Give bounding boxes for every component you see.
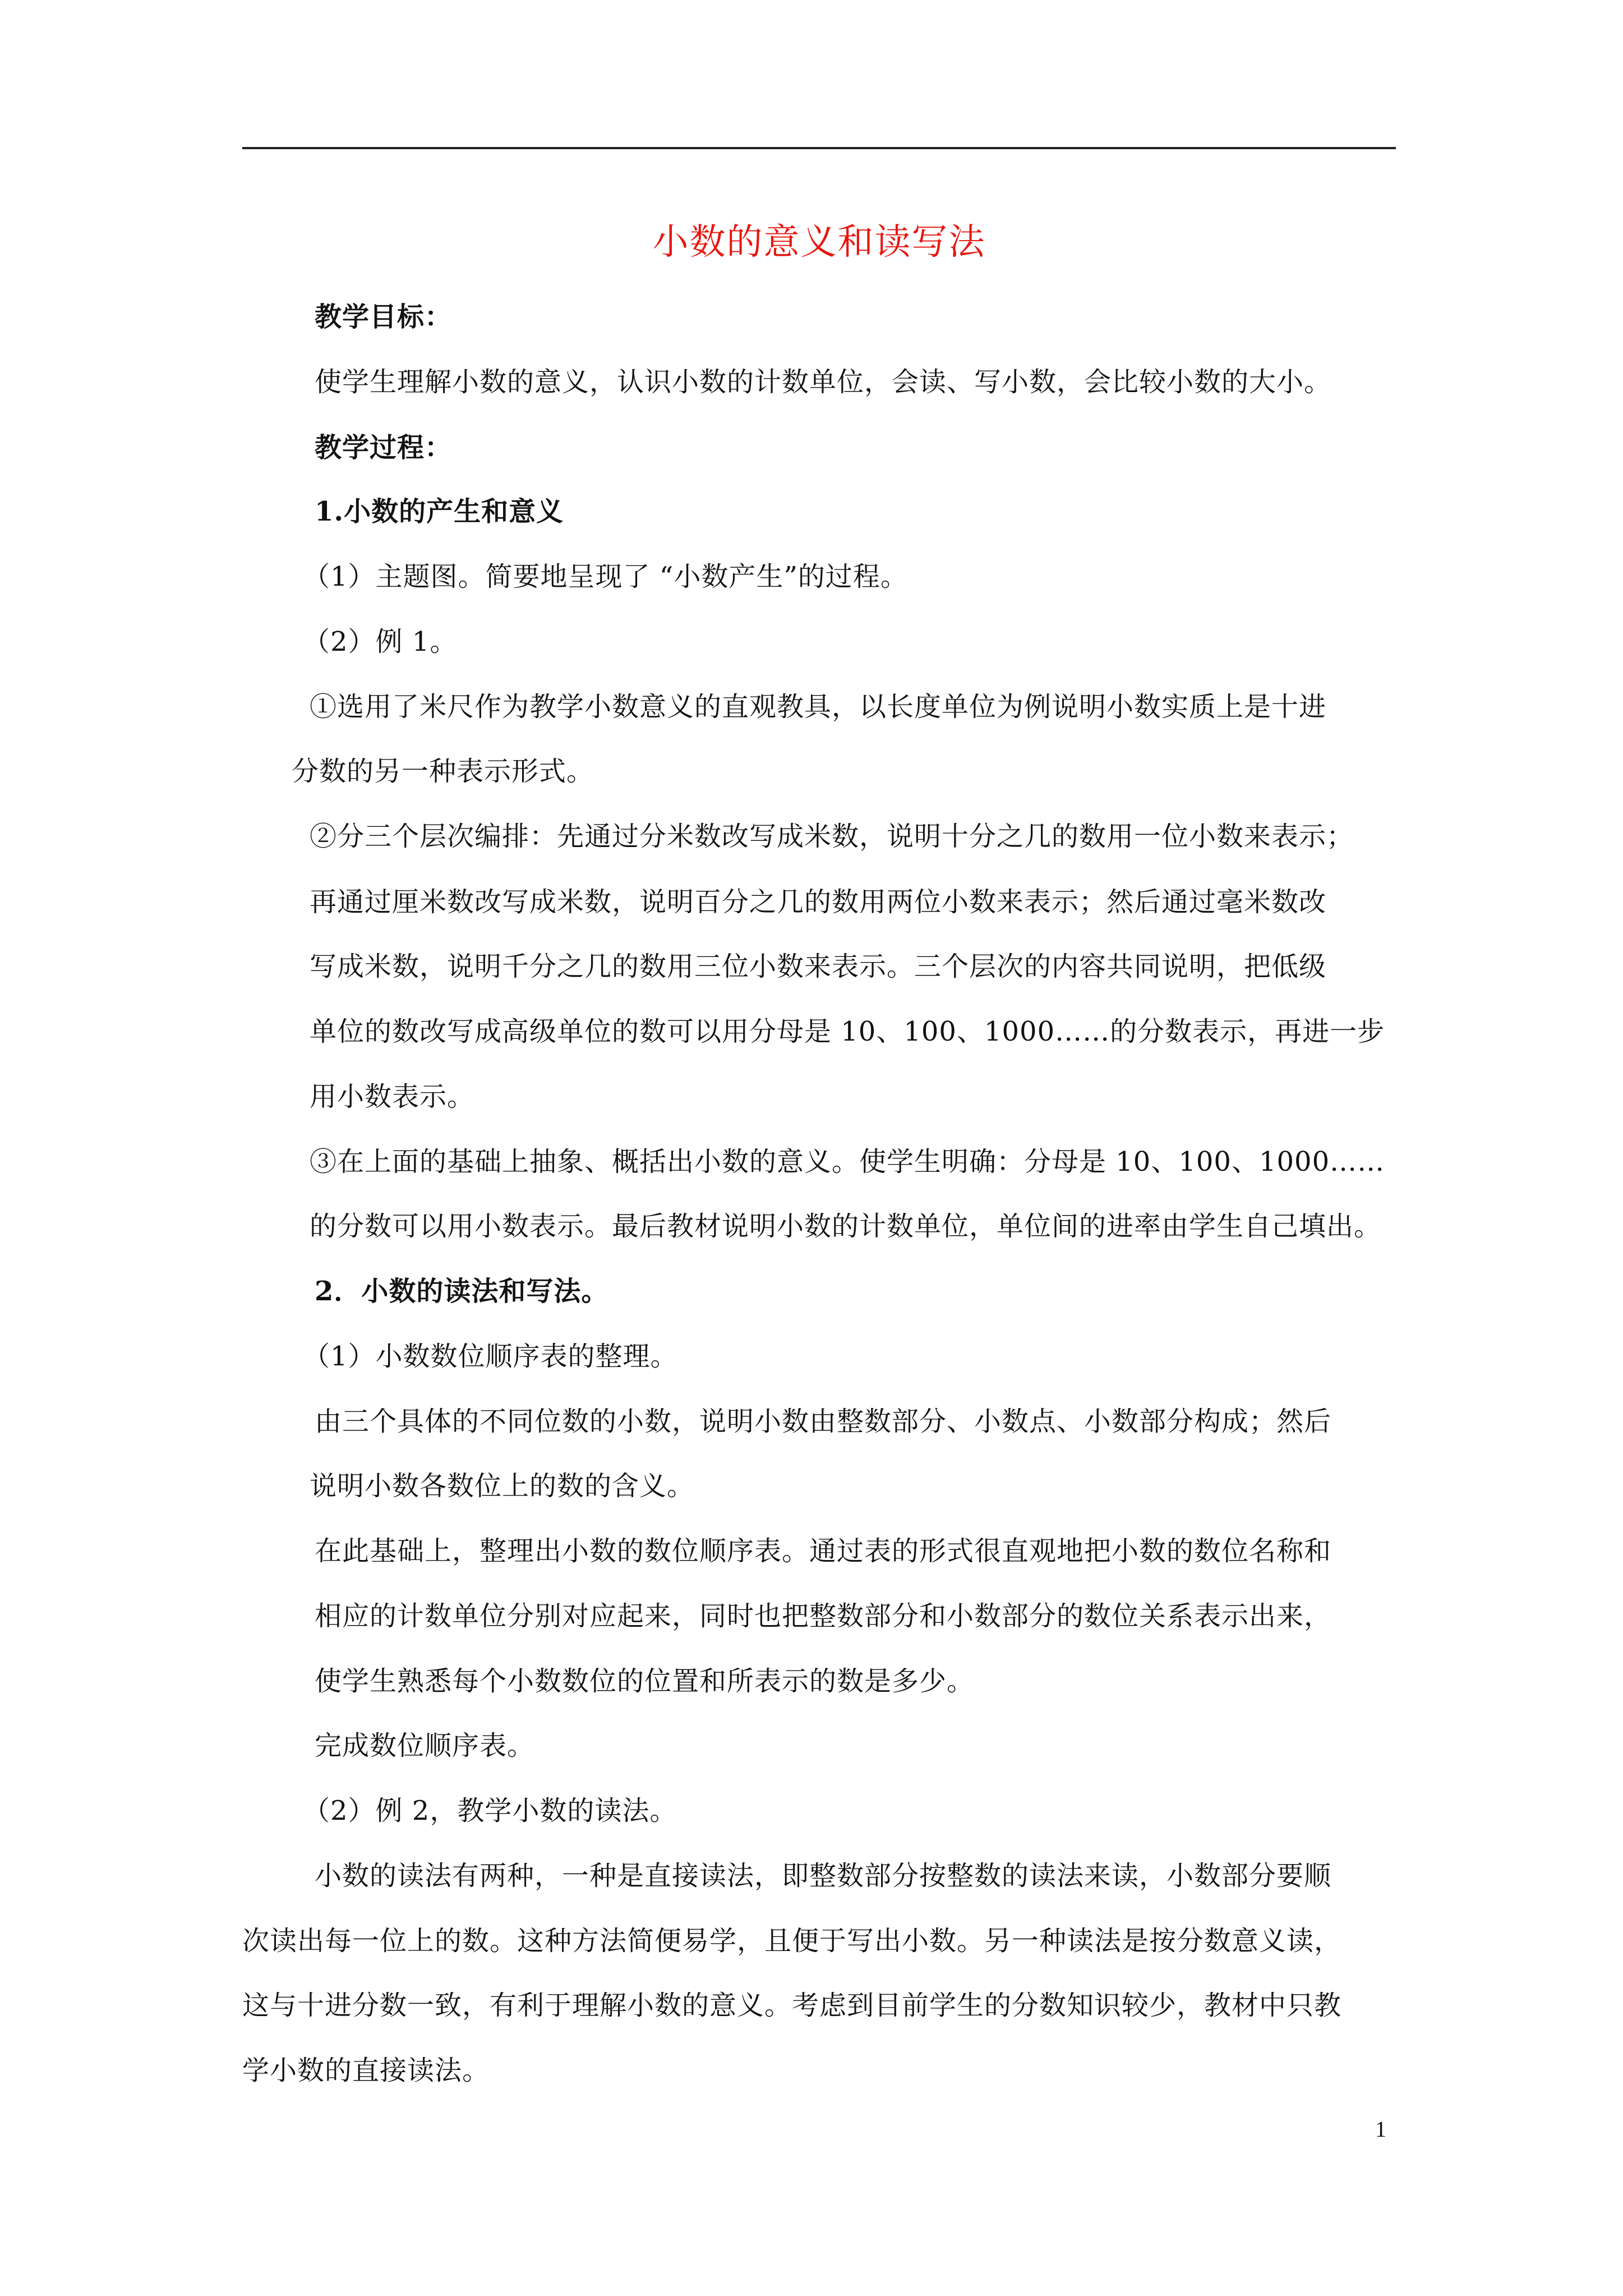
subheading-origin-and-meaning: 1.小数的产生和意义 <box>315 496 564 527</box>
paragraph-line: 写成米数，说明千分之几的数用三位小数来表示。三个层次的内容共同说明，把低级 <box>310 951 1327 982</box>
paragraph-line: （1）主题图。简要地呈现了 “小数产生”的过程。 <box>303 561 908 592</box>
paragraph-line: ②分三个层次编排：先通过分米数改写成米数，说明十分之几的数用一位小数来表示； <box>310 821 1354 852</box>
subheading-reading-and-writing: 2．小数的读法和写法。 <box>315 1276 609 1307</box>
page-number: 1 <box>1375 2116 1386 2142</box>
paragraph-line: （2）例 2，教学小数的读法。 <box>303 1795 677 1826</box>
paragraph-line: 由三个具体的不同位数的小数，说明小数由整数部分、小数点、小数部分构成；然后 <box>315 1406 1332 1437</box>
paragraph-line: 在此基础上，整理出小数的数位顺序表。通过表的形式很直观地把小数的数位名称和 <box>315 1535 1332 1567</box>
paragraph-line: （2）例 1。 <box>303 626 458 657</box>
paragraph-line: 单位的数改写成高级单位的数可以用分母是 10、100、1000……的分数表示，再进一步 <box>310 1016 1385 1047</box>
paragraph-line: ③在上面的基础上抽象、概括出小数的意义。使学生明确：分母是 10、100、1000…… <box>310 1146 1385 1177</box>
paragraph-line: 的分数可以用小数表示。最后教材说明小数的计数单位，单位间的进率由学生自己填出。 <box>310 1211 1382 1242</box>
section-heading-process: 教学过程： <box>315 432 453 463</box>
paragraph-line: 说明小数各数位上的数的含义。 <box>310 1470 695 1502</box>
paragraph-line: 这与十进分数一致，有利于理解小数的意义。考虑到目前学生的分数知识较少，教材中只教 <box>242 1990 1342 2021</box>
paragraph-line: 分数的另一种表示形式。 <box>292 756 594 787</box>
paragraph-line: 相应的计数单位分别对应起来，同时也把整数部分和小数部分的数位关系表示出来， <box>315 1600 1332 1632</box>
paragraph-line: 使学生理解小数的意义，认识小数的计数单位，会读、写小数，会比较小数的大小。 <box>315 366 1332 398</box>
paragraph-line: 学小数的直接读法。 <box>242 2055 490 2086</box>
paragraph-line: 次读出每一位上的数。这种方法简便易学，且便于写出小数。另一种读法是按分数意义读， <box>242 1925 1342 1957</box>
paragraph-line: （1）小数数位顺序表的整理。 <box>303 1341 678 1372</box>
paragraph-line: 小数的读法有两种，一种是直接读法，即整数部分按整数的读法来读，小数部分要顺 <box>315 1860 1332 1892</box>
paragraph-line: 用小数表示。 <box>310 1081 475 1112</box>
paragraph-line: ①选用了米尺作为教学小数意义的直观教具，以长度单位为例说明小数实质上是十进 <box>310 691 1327 723</box>
document-title: 小数的意义和读写法 <box>652 222 986 263</box>
header-rule <box>242 147 1396 149</box>
section-heading-objectives: 教学目标： <box>315 301 453 333</box>
paragraph-line: 使学生熟悉每个小数数位的位置和所表示的数是多少。 <box>315 1665 975 1697</box>
paragraph-line: 完成数位顺序表。 <box>315 1730 535 1761</box>
paragraph-line: 再通过厘米数改写成米数，说明百分之几的数用两位小数来表示；然后通过毫米数改 <box>310 886 1327 918</box>
